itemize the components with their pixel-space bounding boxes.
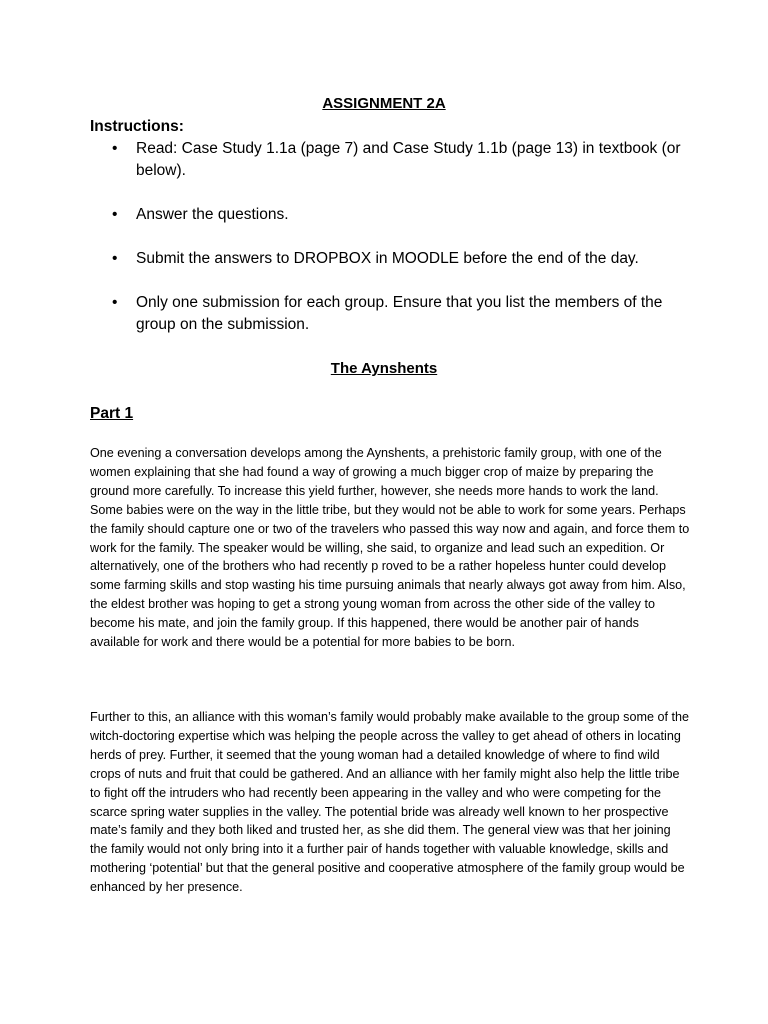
bullet-icon: • <box>112 250 118 267</box>
paragraph-1: One evening a conversation develops among the Aynshents, a prehistoric family group, with one of the women explaining that she had found a way of growing a much bigger crop of maize by preparing the ground more carefully. To increase this yield further, however, she needs more hands to work the land. Some babies were on the way in the little tribe, but they would not be able to work for some years. Perhaps the family should capture one or two of the travelers who passed this way now and again, and force them to work for the family. The speaker would be willing, she said, to organize and lead such an expedition. Or alternatively, one of the brothers who had recently p roved to be a rather hopeless hunter could develop some farming skills and stop wasting his time pursuing animals that nearly always got away from him. Also, the eldest brother was hoping to get a strong young woman from across the other side of the valley to become his mate, and join the family group. If this happened, there would be another pair of hands available for work and there would be a potential for more babies to be born. <box>90 446 690 650</box>
instruction-item-read <box>112 138 682 182</box>
instruction-text: Read: Case Study 1.1a (page 7) and Case Study 1.1b (page 13) in textbook (or below). <box>136 140 681 179</box>
instruction-item-submit <box>112 248 682 270</box>
instruction-text: Only one submission for each group. Ensure that you list the members of the group on the submission. <box>136 294 663 333</box>
instruction-text: Submit the answers to DROPBOX in MOODLE before the end of the day. <box>136 250 639 267</box>
bullet-icon: • <box>112 140 118 157</box>
part-title: Part 1 <box>90 405 134 422</box>
instruction-item-answer <box>112 204 682 226</box>
instruction-item-one-submission <box>112 292 682 336</box>
assignment-title: ASSIGNMENT 2A <box>322 95 446 112</box>
instructions-label: Instructions: <box>90 118 184 135</box>
instruction-text: Answer the questions. <box>136 206 289 223</box>
paragraph-2: Further to this, an alliance with this woman’s family would probably make available to the group some of the witch-doctoring expertise which was helping the people across the valley to get ahead of others in locating herds of prey. Further, it seemed that the young woman had a detailed knowledge of where to find wild crops of nuts and fruit that could be gathered. And an alliance with her family might also help the little tribe to fight off the intruders who had recently been appearing in the valley and who were competing for the scarce spring water supplies in the valley. The potential bride was already well known to her prospective mate’s family and they both liked and trusted her, as she did them. The general view was that her joining the family would not only bring into it a further pair of hands together with valuable knowledge, skills and mothering ‘potential’ but that the general positive and cooperative atmosphere of the family group would be enhanced by her presence. <box>90 710 689 895</box>
section-title: The Aynshents <box>330 360 438 377</box>
bullet-icon: • <box>112 206 118 223</box>
bullet-icon: • <box>112 294 118 311</box>
